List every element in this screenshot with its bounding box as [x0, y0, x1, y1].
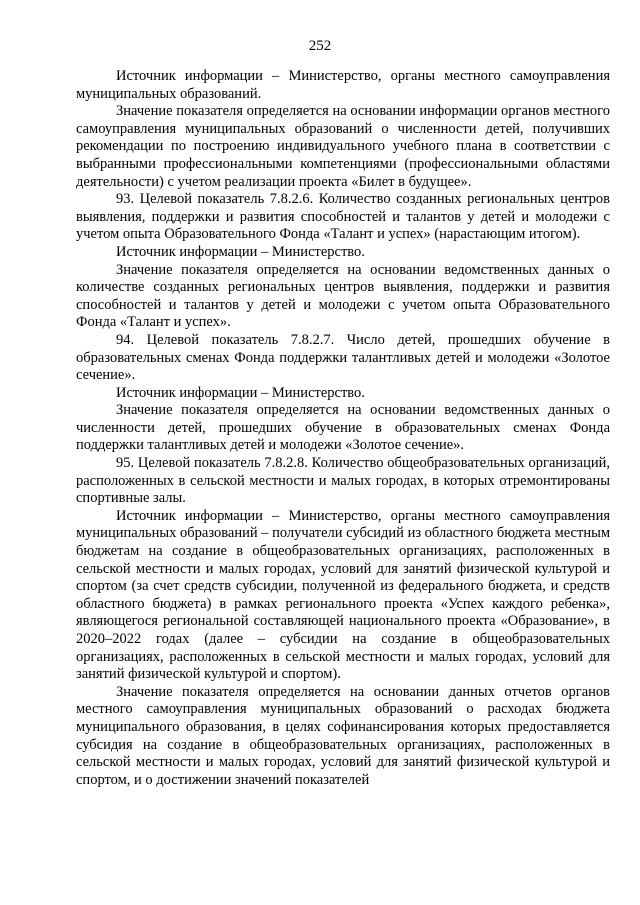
paragraph-indicator-95: 95. Целевой показатель 7.8.2.8. Количество общеобразовательных организаций, расположенных в сельской местности и малых городах, в которых отремонтированы спортивные залы. [76, 455, 610, 507]
paragraph-value-definition: Значение показателя определяется на основании ведомственных данных о численности детей, прошедших обучение в образовательных сменах Фонда поддержки талантливых детей и молодежи «Золотое сечение». [76, 402, 610, 454]
paragraph-source-info: Источник информации – Министерство, органы местного самоуправления муниципальных образований – получатели субсидий из областного бюджета местным бюджетам на создание в общеобразовательных организациях, расположенных в сельской местности и малых городах, условий для занятий физической культурой и спортом (за счет средств субсидии, полученной из федерального бюджета, и средств областного бюджета) в рамках регионального проекта «Успех каждого ребенка», являющегося региональной составляющей национального проекта «Образование», в 2020–2022 годах (далее – субсидии на создание в общеобразовательных организациях, расположенных в сельской местности и малых городах, условий для занятий физической культурой и спортом). [76, 507, 610, 683]
paragraph-indicator-93: 93. Целевой показатель 7.8.2.6. Количество созданных региональных центров выявления, поддержки и развития способностей и талантов у детей и молодежи с учетом опыта Образовательного Фонда «Талант и успех» (нарастающим итогом). [76, 191, 610, 243]
paragraph-source-info: Источник информации – Министерство. [116, 243, 365, 260]
paragraph-source-info: Источник информации – Министерство, органы местного самоуправления муниципальных образований. [76, 68, 610, 102]
paragraph-source-info: Источник информации – Министерство. [116, 384, 365, 401]
paragraph-value-definition: Значение показателя определяется на основании информации органов местного самоуправления муниципальных образований о численности детей, получивших рекомендации по построению индивидуального учебного плана в соответствии с выбранными профессиональными компетенциями (профессиональными областями деятельности) с учетом реализации проекта «Билет в будущее». [76, 103, 610, 190]
document-body [76, 68, 610, 789]
paragraph-value-definition: Значение показателя определяется на основании ведомственных данных о количестве созданных региональных центров выявления, поддержки и развития способностей и талантов у детей и молодежи с учетом опыта Образовательного Фонда «Талант и успех». [76, 261, 610, 331]
page-number: 252 [308, 38, 332, 54]
paragraph-value-definition: Значение показателя определяется на основании данных отчетов органов местного самоуправления муниципальных образований о расходах бюджета муниципального образования, в целях софинансирования которых предоставляется субсидия на создание в общеобразовательных организациях, расположенных в сельской местности и малых городах, условий для занятий физической культурой и спортом, и о достижении значений показателей [76, 683, 610, 788]
paragraph-indicator-94: 94. Целевой показатель 7.8.2.7. Число детей, прошедших обучение в образовательных сменах Фонда поддержки талантливых детей и молодежи «Золотое сечение». [76, 331, 610, 384]
